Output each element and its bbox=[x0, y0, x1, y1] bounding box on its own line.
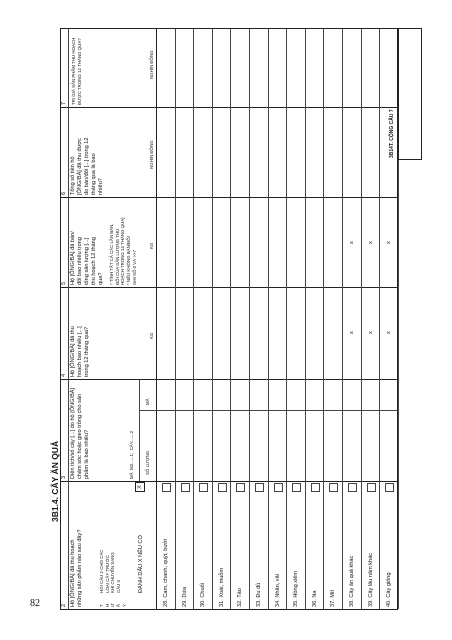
harvest-checkbox[interactable] bbox=[385, 483, 394, 492]
row-label: 35. Hồng xiêm bbox=[293, 570, 300, 607]
harvest-checkbox[interactable] bbox=[367, 483, 376, 492]
cell-c4: x bbox=[367, 331, 374, 334]
col3-code-divider bbox=[250, 410, 269, 411]
header-col4-unit: KG bbox=[149, 332, 154, 339]
header-col5-note: * TÍNH TẤT CẢ CÁC LẦN BÁN, ĐỔI CỦA SẢN LƯỢNG THU HOẠCH TRONG 12 THÁNG QUA] * NẾU KHÔNG BÁN/ĐỔI GHI SỐ 0 VÀ >>7 bbox=[109, 217, 137, 285]
harvest-checkbox[interactable] bbox=[199, 483, 208, 492]
header-col7-unit: NGHÌN ĐỒNG bbox=[149, 50, 154, 79]
harvest-checkbox[interactable] bbox=[274, 483, 283, 492]
cell-c5: x bbox=[367, 241, 374, 244]
harvest-checkbox[interactable] bbox=[348, 483, 357, 492]
cell-c5: x bbox=[386, 241, 393, 244]
header-col2: Hộ [ÔNG/BÀ] đã thu hoạch những sản phẩm nào sau đây? bbox=[70, 529, 83, 607]
row-label: 38. Cây ăn quả khác bbox=[349, 555, 355, 607]
row-label: 29. Dứa bbox=[181, 586, 188, 607]
table-row bbox=[362, 29, 381, 609]
harvest-checkbox[interactable] bbox=[292, 483, 301, 492]
col3-code-divider bbox=[231, 410, 250, 411]
col-num-5: 5 bbox=[61, 281, 67, 285]
cell-c4: x bbox=[386, 331, 393, 334]
table-row bbox=[324, 29, 343, 609]
col-num-2: 2 bbox=[61, 603, 67, 607]
row-label: 36. Na bbox=[311, 590, 318, 607]
row-label: 31. Xoài, muỗm bbox=[218, 567, 225, 607]
x-box: X bbox=[135, 482, 145, 492]
col3-code-divider bbox=[306, 410, 325, 411]
col3-code-divider bbox=[176, 410, 195, 411]
table-row bbox=[250, 29, 269, 609]
table-row bbox=[176, 29, 195, 609]
table-row bbox=[287, 29, 306, 609]
header-col6: Tổng số tiền hộ [ÔNG/BÀ] đã thu được do bán/đổi [...] trong 12 tháng qua là bao nhiêu? bbox=[70, 137, 104, 195]
page-number: 82 bbox=[30, 598, 40, 609]
harvest-checkbox[interactable] bbox=[311, 483, 320, 492]
cell-c5: x bbox=[349, 241, 355, 244]
section-title: 3B1.4. CÂY ĂN QUẢ bbox=[50, 440, 60, 522]
col-num-7: 7 bbox=[61, 101, 67, 105]
harvest-checkbox[interactable] bbox=[162, 483, 171, 492]
table-row bbox=[231, 29, 250, 609]
table-row bbox=[269, 29, 288, 609]
header-col2-side: T H Ư Ầ Ý bbox=[99, 603, 127, 607]
harvest-checkbox[interactable] bbox=[181, 483, 190, 492]
header-col3-code: MÃ bbox=[145, 398, 150, 405]
row-label: 34. Nhãn, vải bbox=[274, 574, 281, 607]
row-label: 33. Đu đủ bbox=[256, 582, 262, 607]
row-label: 28. Cam, chanh, quýt, bưởi bbox=[163, 538, 169, 607]
harvest-checkbox[interactable] bbox=[218, 483, 227, 492]
header-col6-unit: NGHÌN ĐỒNG bbox=[149, 140, 154, 169]
header-col5-unit: KG bbox=[149, 242, 154, 249]
fruit-tree-table bbox=[60, 28, 398, 610]
header-col5: Hộ [ÔNG/BÀ] đã bán/đổi bao nhiêu trong tổng sản lượng [...] thu hoạch 12 tháng qua? bbox=[70, 231, 104, 285]
header-col4: Hộ [ÔNG/BÀ] đã thu hoạch bao nhiêu [...] trong 12 tháng qua? bbox=[70, 326, 90, 377]
col3-code-divider bbox=[269, 410, 288, 411]
col3-code-divider bbox=[343, 410, 362, 411]
col3-code-divider bbox=[287, 410, 306, 411]
header-col3-codes: MÃ M2......1; CÂY.......2 bbox=[129, 430, 134, 479]
row-label: 32. Táo bbox=[237, 588, 244, 607]
col3-sub-divider bbox=[139, 379, 140, 481]
col3-code-divider bbox=[324, 410, 343, 411]
table-row bbox=[194, 29, 213, 609]
harvest-checkbox[interactable] bbox=[236, 483, 245, 492]
harvest-checkbox[interactable] bbox=[329, 483, 338, 492]
header-col7: TRỊ GIÁ SẢN PHẨM THU HOẠCH ĐƯỢC TRONG 12 THÁNG QUA? bbox=[71, 37, 82, 105]
col3-code-divider bbox=[213, 410, 232, 411]
header-col3: Diện tích/số cây [...] do hộ [ÔNG/BÀ] chăm sóc hoặc gieo trồng cho sản phẩm là bao nhiêu? bbox=[70, 387, 90, 479]
col-num-6: 6 bbox=[61, 191, 67, 195]
header-col2-mark: ĐÁNH DẤU X NẾU CÓ bbox=[138, 535, 144, 593]
footer-label: 3B14T. CỘNG CÂU 7 bbox=[389, 109, 395, 158]
table-row bbox=[306, 29, 325, 609]
table-row bbox=[157, 29, 176, 609]
table-row bbox=[213, 29, 232, 609]
row-label: 39. Cây lâu năm khác bbox=[367, 552, 374, 607]
cell-c4: x bbox=[349, 331, 355, 334]
header-col3-qty: SỐ LƯỢNG bbox=[145, 450, 150, 475]
col3-code-divider bbox=[157, 410, 176, 411]
col3-code-divider bbox=[194, 410, 213, 411]
col3-code-divider bbox=[380, 410, 399, 411]
col3-header-divider bbox=[139, 410, 157, 411]
harvest-checkbox[interactable] bbox=[255, 483, 264, 492]
header-col2-note: HỎI CÂU 2 CHO CÁC LOẠI CÂY TRƯỚC KHI CHUYỂN SANG CÂU 3 bbox=[99, 549, 122, 593]
col3-code-divider bbox=[362, 410, 381, 411]
table-row bbox=[343, 29, 362, 609]
col-num-4: 4 bbox=[61, 373, 67, 377]
col-num-3: 3 bbox=[61, 475, 67, 479]
row-label: 40. Cây giống bbox=[386, 572, 393, 607]
row-label: 37. Mít bbox=[330, 589, 337, 607]
row-label: 30. Chuối bbox=[200, 583, 207, 607]
total-box[interactable] bbox=[398, 28, 422, 160]
